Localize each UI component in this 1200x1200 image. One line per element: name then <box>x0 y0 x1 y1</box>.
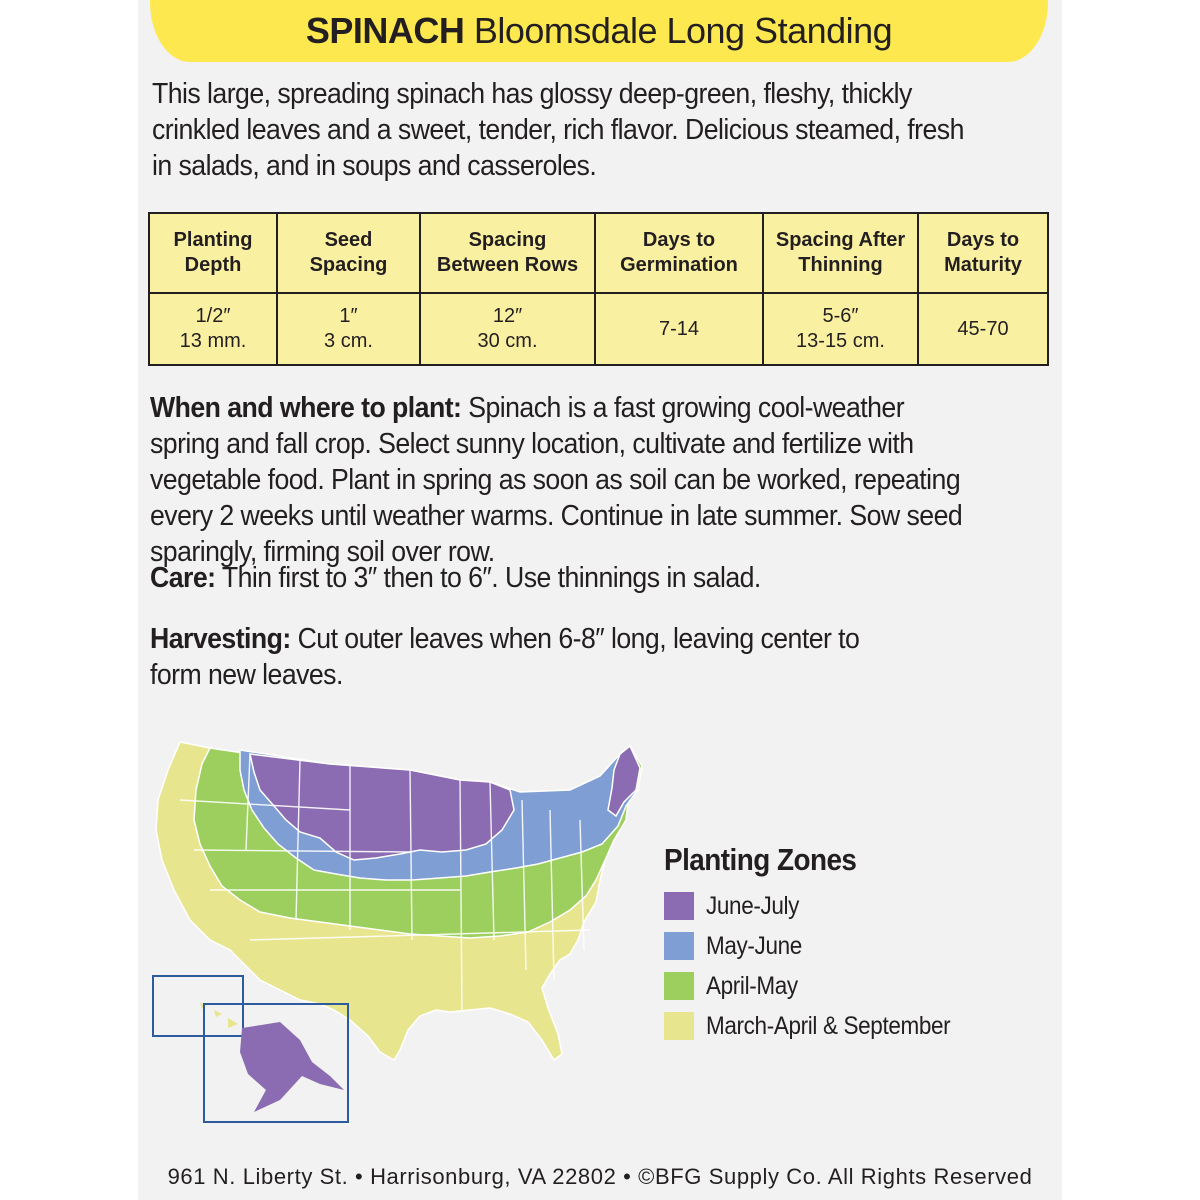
header-germination: Days to Germination <box>595 213 763 293</box>
specs-value-row <box>149 293 1048 365</box>
planting-specs-table <box>148 212 1049 366</box>
footer-address: 961 N. Liberty St. • Harrisonburg, VA 22802 • ©BFG Supply Co. All Rights Reserved <box>167 1164 1033 1189</box>
when-where-label: When and where to plant: <box>150 392 462 424</box>
legend-label: May-June <box>706 931 802 960</box>
care-label: Care: <box>150 562 216 594</box>
value-maturity: 45-70 <box>918 293 1048 365</box>
header-seed-spacing: Seed Spacing <box>277 213 420 293</box>
legend-swatch-blue <box>664 932 694 960</box>
when-where-text: Spinach is a fast growing cool-weather spring and fall crop. Select sunny location, cultivate and fertilize with vegetable food. Plant in spring as soon as soil can be worked, repeating every 2 weeks until weather warms. Continue in late summer. Sow seed sparingly, firming soil over row. <box>150 392 963 568</box>
legend-item <box>664 926 984 966</box>
care-section <box>150 560 978 596</box>
legend-swatch-purple <box>664 892 694 920</box>
harvest-text: Cut outer leaves when 6-8″ long, leaving center to form new leaves. <box>150 623 860 691</box>
planting-zone-map <box>150 740 650 1130</box>
harvest-section <box>150 621 868 693</box>
value-planting-depth: 1/2″ 13 mm. <box>149 293 277 365</box>
value-germination: 7-14 <box>595 293 763 365</box>
legend-swatch-yellow <box>664 1012 694 1040</box>
harvest-label: Harvesting: <box>150 623 291 655</box>
header-row-spacing: Spacing Between Rows <box>420 213 595 293</box>
alaska-shape <box>240 1022 344 1112</box>
legend-item <box>664 886 984 926</box>
header-planting-depth: Planting Depth <box>149 213 277 293</box>
description: This large, spreading spinach has glossy deep-green, fleshy, thickly crinkled leaves and a sweet, tender, rich flavor. Delicious steamed, fresh in salads, and in soups and casseroles. <box>152 78 964 182</box>
header-maturity: Days to Maturity <box>918 213 1048 293</box>
legend-label: June-July <box>706 891 800 920</box>
legend-item <box>664 1006 984 1046</box>
legend-label: April-May <box>706 971 798 1000</box>
value-thinning: 5-6″ 13-15 cm. <box>763 293 918 365</box>
care-text: Thin first to 3″ then to 6″. Use thinnings in salad. <box>221 562 761 594</box>
title-crop: SPINACH <box>305 10 465 51</box>
legend-item <box>664 966 984 1006</box>
header-thinning: Spacing After Thinning <box>763 213 918 293</box>
value-row-spacing: 12″ 30 cm. <box>420 293 595 365</box>
title-variety: Bloomsdale Long Standing <box>473 10 893 51</box>
legend-label: March-April & September <box>706 1011 951 1040</box>
us-map-illustration <box>150 740 650 1130</box>
title-banner <box>150 0 1048 62</box>
when-where-section <box>150 390 978 570</box>
hawaii-islands <box>200 1002 238 1028</box>
specs-header-row <box>149 213 1048 293</box>
planting-zones-legend <box>664 842 984 1046</box>
value-seed-spacing: 1″ 3 cm. <box>277 293 420 365</box>
legend-title: Planting Zones <box>664 842 857 877</box>
legend-swatch-green <box>664 972 694 1000</box>
